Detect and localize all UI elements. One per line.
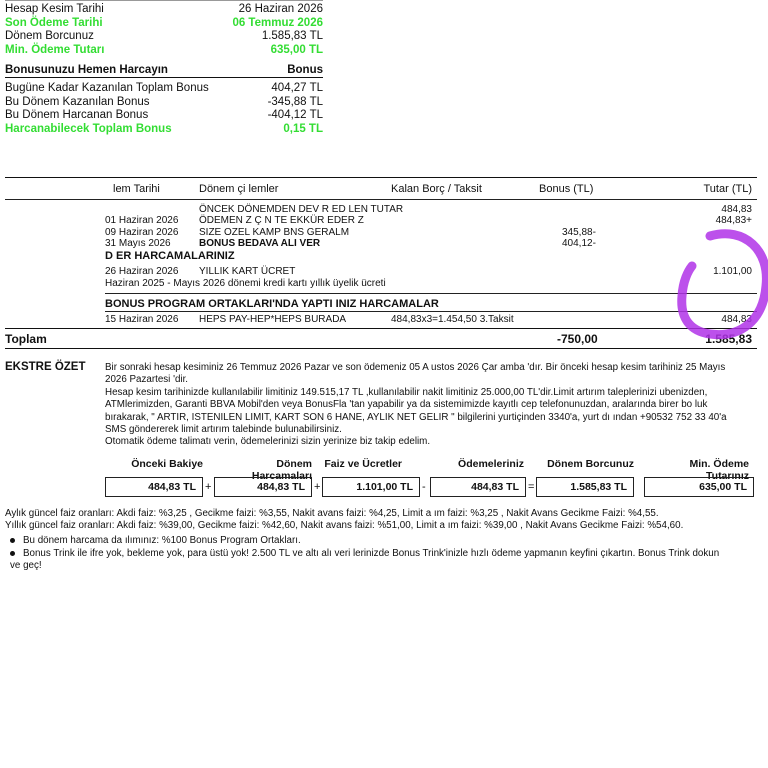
ozet-box-odemeler: 484,83 TL <box>430 477 526 497</box>
summary-row-son-odeme <box>5 17 323 31</box>
bonus-row-total <box>5 123 323 137</box>
summary-row-kesim <box>5 3 323 17</box>
summary-value: 635,00 TL <box>270 43 323 56</box>
bonus-row <box>5 82 323 96</box>
ozet-op: + <box>205 481 212 493</box>
table-row-desc: SIZE OZEL KAMP BNS GERALM <box>199 227 350 238</box>
table-row-date: 31 Mayıs 2026 <box>105 238 171 249</box>
ozet-box-min-odeme: 635,00 TL <box>644 477 754 497</box>
bonus-title: Bonusunuzu Hemen Harcayın <box>5 64 168 76</box>
bullet-trink <box>10 548 730 572</box>
total-rule <box>5 328 757 329</box>
summary-row-donem-borcu <box>5 30 323 44</box>
ozet-op: + <box>314 481 321 493</box>
ozet-header-odemeler: Ödemeleriniz <box>458 458 524 470</box>
table-row-date: 26 Haziran 2026 <box>105 266 179 277</box>
ozet-box-donem-harcamalari: 484,83 TL <box>214 477 312 497</box>
table-row-tutar: 484,83+ <box>715 215 752 226</box>
ozet-box-faiz: 1.101,00 TL <box>322 477 420 497</box>
summary-label: Son Ödeme Tarihi <box>5 16 103 29</box>
summary-row-min-odeme <box>5 44 323 58</box>
col-header-kalan: Kalan Borç / Taksit <box>391 183 482 195</box>
bonus-value: 0,15 TL <box>283 122 323 135</box>
bonus-label: Bu Dönem Kazanılan Bonus <box>5 95 150 108</box>
table-row-desc: HEPS PAY-HEP*HEPS BURADA <box>199 314 347 325</box>
total-tutar: 1.585,83 <box>705 332 752 346</box>
col-header-date: lem Tarihi <box>113 183 160 195</box>
table-row-tutar: 1.101,00 <box>713 266 752 277</box>
col-header-bonus: Bonus (TL) <box>539 183 594 195</box>
section-rule <box>105 293 757 294</box>
total-bottom-rule <box>5 348 757 349</box>
section-title-diger: D ER HARCAMALARINIZ <box>105 250 235 262</box>
ozet-op: - <box>422 481 426 493</box>
table-row-date: 01 Haziran 2026 <box>105 215 179 226</box>
ozet-header-min-odeme: Min. Ödeme Tutarınız <box>689 458 749 482</box>
ozet-header-donem-borcu: Dönem Borcunuz <box>547 458 634 470</box>
bonus-block <box>5 82 323 136</box>
summary-label: Dönem Borcunuz <box>5 30 94 42</box>
table-row-note: Haziran 2025 - Mayıs 2026 dönemi kredi kartı yıllık üyelik ücreti <box>105 278 386 289</box>
col-header-desc: Dönem çi lemler <box>199 183 279 195</box>
table-row-desc: BONUS BEDAVA ALI VER <box>199 238 321 249</box>
bonus-value: -404,12 TL <box>267 109 323 121</box>
table-row-desc: ÖDEMEN Z Ç N TE EKKÜR EDER Z <box>199 215 364 226</box>
faiz-yillik: Yıllık güncel faiz oranları: Akdi faiz: %39,00, Gecikme faizi: %42,60, Nakit avans faizi: %51,00, Limit a ım faizi: %39,00 , Nakit Avans Gecikme Faizi: %54,60. <box>5 520 684 531</box>
bullet-icon <box>10 551 15 556</box>
summary-label: Hesap Kesim Tarihi <box>5 3 104 15</box>
bonus-row <box>5 96 323 110</box>
bonus-header <box>5 64 323 78</box>
bullet-icon <box>10 538 15 543</box>
table-row-tutar: 484,83 <box>721 204 752 215</box>
ozet-header-donem-harcamalari: Dönem Harcamaları <box>251 458 312 482</box>
bonus-value: -345,88 TL <box>267 95 323 108</box>
ozet-box-onceki: 484,83 TL <box>105 477 203 497</box>
summary-value: 06 Temmuz 2026 <box>232 16 323 29</box>
section-rule <box>105 311 757 312</box>
ozet-paragraph-otomatik: Otomatik ödeme talimatı verin, ödemelerinizi sizin yerinize biz takip edelim. <box>105 436 431 447</box>
ozet-box-donem-borcu: 1.585,83 TL <box>536 477 634 497</box>
table-row-bonus: 404,12- <box>562 238 596 249</box>
section-title-bonus-ortaklari: BONUS PROGRAM ORTAKLARI'NDA YAPTI INIZ HARCAMALAR <box>105 298 439 310</box>
col-header-tutar: Tutar (TL) <box>703 183 752 195</box>
table-row-tutar: 484,83 <box>721 314 752 325</box>
payment-summary <box>5 3 323 57</box>
bonus-label: Bu Dönem Harcanan Bonus <box>5 109 149 121</box>
total-label: Toplam <box>5 332 47 346</box>
ozet-header-onceki: Önceki Bakiye <box>131 458 203 470</box>
summary-value: 26 Haziran 2026 <box>238 3 323 15</box>
faiz-aylik: Aylık güncel faiz oranları: Akdi faiz: %3,25 , Gecikme faizi: %3,55, Nakit avans faizi: %4,25, Limit a ım faizi: %3,25 , Nakit Avans Gecikme Faizi: %4,55. <box>5 508 659 519</box>
bonus-label: Harcanabilecek Toplam Bonus <box>5 122 172 135</box>
bullet-text: Bonus Trink ile ifre yok, bekleme yok, para üstü yok! 2.500 TL ve altı alı veri lerinizde Bonus Trink'inizle hızlı ödeme yapmanın keyfini çıkartın. Bonus Trink dokun ve geç! <box>10 548 720 571</box>
header-rule <box>5 199 757 200</box>
table-row-kalan: 484,83x3=1.454,50 3.Taksit <box>391 314 514 325</box>
bonus-row <box>5 109 323 123</box>
table-row-desc: YILLIK KART ÜCRET <box>199 266 296 277</box>
bonus-col-header: Bonus <box>287 64 323 76</box>
bullet-text: Bu dönem harcama da ılımınız: %100 Bonus Program Ortakları. <box>23 535 301 546</box>
ozet-paragraph-limit: Hesap kesim tarihinizde kullanılabilir limitiniz 149.515,17 TL ,kullanılabilir nakit limitiniz 25.000,00 TL'dir.Limit artırım taleplerinizi ubenizden, ATMlerimizden, Garanti BBVA Mobil'den veya BonusFla 'tan yapabilir ya da sistemimizde kayıtlı cep telefonunuzdan, aralarında birer bo luk bırakarak, " ARTIR, ISTENILEN LIMIT, KART SON 6 HANE, AYLIK NET GELIR " bilgilerini yurtiçinden 3340'a, yurt dı ından +90532 752 33 40'a SMS göndererek limit artırım talebinde bulunabilirsiniz. <box>105 387 727 435</box>
table-top-rule <box>5 177 757 178</box>
table-row-bonus: 345,88- <box>562 227 596 238</box>
table-row-date: 15 Haziran 2026 <box>105 314 179 325</box>
bonus-value: 404,27 TL <box>271 82 323 94</box>
summary-value: 1.585,83 TL <box>261 30 323 42</box>
ekstre-ozet-title: EKSTRE ÖZET <box>5 361 86 373</box>
cut-row <box>5 0 323 1</box>
table-row-date: 09 Haziran 2026 <box>105 227 179 238</box>
ozet-paragraph-dates: Bir sonraki hesap kesiminiz 26 Temmuz 2026 Pazar ve son ödemeniz 05 A ustos 2026 Çar amba 'dır. Bir önceki hesap kesim tarihiniz 25 Mayıs 2026 Pazartesi 'dir. <box>105 362 726 386</box>
table-row-desc: ÖNCEK DÖNEMDEN DEV R ED LEN TUTAR <box>199 204 404 215</box>
bonus-label: Bugüne Kadar Kazanılan Toplam Bonus <box>5 82 209 94</box>
marker-circle-annotation <box>670 226 768 344</box>
summary-label: Min. Ödeme Tutarı <box>5 43 105 56</box>
bullet-dagilim <box>10 535 730 547</box>
ozet-header-faiz: Faiz ve Ücretler <box>324 458 402 470</box>
total-bonus: -750,00 <box>557 332 598 346</box>
ozet-op: = <box>528 481 535 493</box>
